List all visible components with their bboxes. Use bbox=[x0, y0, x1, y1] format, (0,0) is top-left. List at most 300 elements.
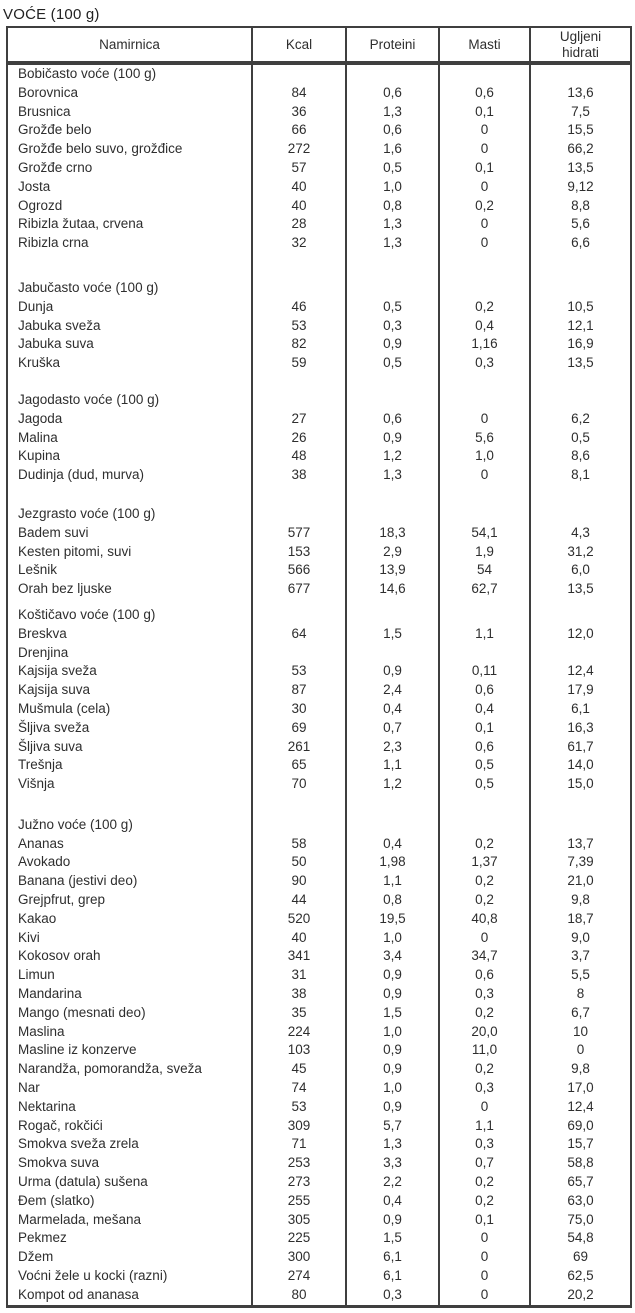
section-row bbox=[7, 279, 631, 298]
protein-value: 0,5 bbox=[346, 159, 439, 178]
kcal-value bbox=[252, 391, 346, 410]
kcal-value: 255 bbox=[252, 1192, 346, 1211]
fat-value: 0,3 bbox=[439, 1135, 530, 1154]
section-label: Jabučasto voće (100 g) bbox=[18, 279, 159, 295]
protein-value: 0,6 bbox=[346, 410, 439, 429]
kcal-value: 38 bbox=[252, 985, 346, 1004]
food-name: Kompot od ananasa bbox=[18, 1286, 139, 1302]
food-name: Marmelada, mešana bbox=[18, 1211, 142, 1227]
kcal-value bbox=[252, 279, 346, 298]
fat-value: 1,1 bbox=[439, 1117, 530, 1136]
protein-value bbox=[346, 644, 439, 663]
fat-value: 0,2 bbox=[439, 197, 530, 216]
protein-value: 0,9 bbox=[346, 662, 439, 681]
item-row bbox=[7, 662, 631, 681]
kcal-value: 40 bbox=[252, 929, 346, 948]
food-name: Smokva sveža zrela bbox=[18, 1136, 139, 1152]
item-row bbox=[7, 738, 631, 757]
item-row bbox=[7, 1023, 631, 1042]
item-row bbox=[7, 700, 631, 719]
protein-value: 0,6 bbox=[346, 121, 439, 140]
protein-value: 0,5 bbox=[346, 298, 439, 317]
food-name: Banana (jestivi deo) bbox=[18, 873, 138, 889]
carbs-value: 8,1 bbox=[530, 466, 631, 485]
protein-value: 0,9 bbox=[346, 335, 439, 354]
fat-value: 0 bbox=[439, 1229, 530, 1248]
kcal-value: 53 bbox=[252, 662, 346, 681]
item-row bbox=[7, 1229, 631, 1248]
carbs-value: 31,2 bbox=[530, 543, 631, 562]
food-name: Ribizla crna bbox=[18, 235, 89, 251]
kcal-value: 84 bbox=[252, 84, 346, 103]
protein-value: 0,3 bbox=[346, 317, 439, 336]
food-name: Ogrozd bbox=[18, 197, 63, 213]
protein-value: 0,4 bbox=[346, 700, 439, 719]
fat-value: 0,1 bbox=[439, 719, 530, 738]
food-name: Borovnica bbox=[18, 84, 79, 100]
food-name: Badem suvi bbox=[18, 524, 89, 540]
food-name: Šljiva suva bbox=[18, 738, 83, 754]
item-row bbox=[7, 215, 631, 234]
kcal-value: 677 bbox=[252, 580, 346, 599]
section-label: Jezgrasto voće (100 g) bbox=[18, 505, 156, 521]
item-row bbox=[7, 335, 631, 354]
kcal-value: 28 bbox=[252, 215, 346, 234]
carbs-value bbox=[530, 505, 631, 524]
empty-cell bbox=[530, 599, 631, 606]
section-row bbox=[7, 391, 631, 410]
protein-value: 1,1 bbox=[346, 872, 439, 891]
empty-cell bbox=[7, 485, 252, 505]
food-name: Đem (slatko) bbox=[18, 1192, 95, 1208]
item-row bbox=[7, 891, 631, 910]
section-label: Jagodasto voće (100 g) bbox=[18, 391, 160, 407]
item-row bbox=[7, 1004, 631, 1023]
protein-value: 1,1 bbox=[346, 756, 439, 775]
protein-value: 2,9 bbox=[346, 543, 439, 562]
item-row bbox=[7, 1117, 631, 1136]
protein-value: 5,7 bbox=[346, 1117, 439, 1136]
carbs-value: 14,0 bbox=[530, 756, 631, 775]
item-row bbox=[7, 140, 631, 159]
carbs-value: 75,0 bbox=[530, 1211, 631, 1230]
kcal-value: 261 bbox=[252, 738, 346, 757]
fat-value: 5,6 bbox=[439, 429, 530, 448]
kcal-value: 35 bbox=[252, 1004, 346, 1023]
item-row bbox=[7, 756, 631, 775]
section-gap-row bbox=[7, 253, 631, 279]
protein-value: 0,3 bbox=[346, 1286, 439, 1306]
carbs-value: 5,5 bbox=[530, 966, 631, 985]
carbs-value: 3,7 bbox=[530, 947, 631, 966]
protein-value: 1,3 bbox=[346, 234, 439, 253]
header-row bbox=[7, 27, 631, 63]
carbs-value: 6,2 bbox=[530, 410, 631, 429]
kcal-value: 66 bbox=[252, 121, 346, 140]
carbs-value: 9,8 bbox=[530, 891, 631, 910]
carbs-value: 12,4 bbox=[530, 1098, 631, 1117]
protein-value: 2,4 bbox=[346, 681, 439, 700]
carbs-value: 10,5 bbox=[530, 298, 631, 317]
carbs-value: 62,5 bbox=[530, 1267, 631, 1286]
kcal-value: 273 bbox=[252, 1173, 346, 1192]
kcal-value: 40 bbox=[252, 178, 346, 197]
protein-value bbox=[346, 816, 439, 835]
kcal-value: 57 bbox=[252, 159, 346, 178]
protein-value bbox=[346, 606, 439, 625]
table-header bbox=[7, 27, 631, 63]
food-name: Limun bbox=[18, 967, 55, 983]
item-row bbox=[7, 298, 631, 317]
food-name: Ananas bbox=[18, 835, 64, 851]
section-gap-row bbox=[7, 794, 631, 816]
carbs-value: 9,0 bbox=[530, 929, 631, 948]
food-name: Grožđe belo bbox=[18, 122, 92, 138]
carbs-value: 6,0 bbox=[530, 561, 631, 580]
carbs-value bbox=[530, 279, 631, 298]
section-row bbox=[7, 63, 631, 84]
fat-value: 54 bbox=[439, 561, 530, 580]
item-row bbox=[7, 1079, 631, 1098]
kcal-value: 71 bbox=[252, 1135, 346, 1154]
carbs-value: 58,8 bbox=[530, 1154, 631, 1173]
protein-value: 6,1 bbox=[346, 1248, 439, 1267]
kcal-value: 40 bbox=[252, 197, 346, 216]
carbs-value: 8,6 bbox=[530, 447, 631, 466]
carbs-value: 17,0 bbox=[530, 1079, 631, 1098]
section-gap-row bbox=[7, 485, 631, 505]
empty-cell bbox=[7, 599, 252, 606]
empty-cell bbox=[346, 485, 439, 505]
carbs-value: 9,12 bbox=[530, 178, 631, 197]
protein-value: 0,9 bbox=[346, 985, 439, 1004]
carbs-value: 15,7 bbox=[530, 1135, 631, 1154]
column-header-kcal: Kcal bbox=[252, 27, 346, 63]
carbs-value bbox=[530, 816, 631, 835]
kcal-value: 225 bbox=[252, 1229, 346, 1248]
protein-value: 2,2 bbox=[346, 1173, 439, 1192]
food-name: Breskva bbox=[18, 625, 67, 641]
item-row bbox=[7, 429, 631, 448]
item-row bbox=[7, 835, 631, 854]
food-name: Ribizla žutaa, crvena bbox=[18, 216, 144, 232]
protein-value: 0,9 bbox=[346, 1041, 439, 1060]
fat-value: 0,2 bbox=[439, 298, 530, 317]
kcal-value bbox=[252, 63, 346, 84]
item-row bbox=[7, 1098, 631, 1117]
carbs-value: 16,3 bbox=[530, 719, 631, 738]
fat-value: 0 bbox=[439, 121, 530, 140]
carbs-value: 7,5 bbox=[530, 103, 631, 122]
kcal-value bbox=[252, 644, 346, 663]
kcal-value: 59 bbox=[252, 354, 346, 373]
protein-value: 0,9 bbox=[346, 429, 439, 448]
protein-value: 0,4 bbox=[346, 835, 439, 854]
carbs-value: 10 bbox=[530, 1023, 631, 1042]
kcal-value: 305 bbox=[252, 1211, 346, 1230]
item-row bbox=[7, 197, 631, 216]
carbs-value: 65,7 bbox=[530, 1173, 631, 1192]
item-row bbox=[7, 681, 631, 700]
carbs-value: 15,5 bbox=[530, 121, 631, 140]
food-name: Šljiva sveža bbox=[18, 719, 90, 735]
protein-value: 1,3 bbox=[346, 466, 439, 485]
carbs-value: 4,3 bbox=[530, 524, 631, 543]
kcal-value: 27 bbox=[252, 410, 346, 429]
empty-cell bbox=[7, 373, 252, 391]
carbs-value: 13,7 bbox=[530, 835, 631, 854]
item-row bbox=[7, 775, 631, 794]
carbs-value bbox=[530, 606, 631, 625]
food-name: Jabuka suva bbox=[18, 336, 94, 352]
carbs-value: 8 bbox=[530, 985, 631, 1004]
carbs-value: 16,9 bbox=[530, 335, 631, 354]
protein-value: 1,5 bbox=[346, 625, 439, 644]
carbs-value: 12,4 bbox=[530, 662, 631, 681]
food-name: Rogač, rokčići bbox=[18, 1117, 103, 1133]
fat-value bbox=[439, 391, 530, 410]
protein-value: 1,0 bbox=[346, 1023, 439, 1042]
section-label: Bobičasto voće (100 g) bbox=[18, 66, 157, 81]
item-row bbox=[7, 966, 631, 985]
fat-value: 0,1 bbox=[439, 1211, 530, 1230]
kcal-value: 31 bbox=[252, 966, 346, 985]
food-name: Maslina bbox=[18, 1023, 65, 1039]
kcal-value: 46 bbox=[252, 298, 346, 317]
fat-value: 0,3 bbox=[439, 1079, 530, 1098]
kcal-value: 103 bbox=[252, 1041, 346, 1060]
column-header-namirnica: Namirnica bbox=[7, 27, 252, 63]
food-name: Jagoda bbox=[18, 410, 63, 426]
fat-value: 20,0 bbox=[439, 1023, 530, 1042]
carbs-value: 69 bbox=[530, 1248, 631, 1267]
protein-value: 1,3 bbox=[346, 103, 439, 122]
carbs-value bbox=[530, 644, 631, 663]
column-header-ugljeni-hidrati: Ugljeni hidrati bbox=[530, 27, 631, 63]
item-row bbox=[7, 410, 631, 429]
protein-value bbox=[346, 391, 439, 410]
carbs-value: 12,1 bbox=[530, 317, 631, 336]
fat-value: 0,1 bbox=[439, 159, 530, 178]
kcal-value: 74 bbox=[252, 1079, 346, 1098]
empty-cell bbox=[530, 373, 631, 391]
kcal-value bbox=[252, 816, 346, 835]
fat-value: 0,6 bbox=[439, 966, 530, 985]
item-row bbox=[7, 1248, 631, 1267]
food-name: Grožđe crno bbox=[18, 159, 93, 175]
carbs-value: 13,6 bbox=[530, 84, 631, 103]
kcal-value: 80 bbox=[252, 1286, 346, 1306]
food-name: Kupina bbox=[18, 448, 61, 464]
fat-value bbox=[439, 63, 530, 84]
kcal-value: 69 bbox=[252, 719, 346, 738]
protein-value: 0,7 bbox=[346, 719, 439, 738]
fat-value: 0 bbox=[439, 234, 530, 253]
carbs-value: 6,7 bbox=[530, 1004, 631, 1023]
section-row bbox=[7, 606, 631, 625]
item-row bbox=[7, 543, 631, 562]
item-row bbox=[7, 625, 631, 644]
item-row bbox=[7, 1041, 631, 1060]
food-name: Smokva suva bbox=[18, 1155, 100, 1171]
carbs-value bbox=[530, 63, 631, 84]
carbs-value: 63,0 bbox=[530, 1192, 631, 1211]
carbs-value: 54,8 bbox=[530, 1229, 631, 1248]
fat-value: 1,9 bbox=[439, 543, 530, 562]
carbs-value: 20,2 bbox=[530, 1286, 631, 1306]
food-name: Voćni žele u kocki (razni) bbox=[18, 1268, 168, 1284]
kcal-value: 272 bbox=[252, 140, 346, 159]
nutrition-table bbox=[6, 26, 632, 1308]
carbs-value: 9,8 bbox=[530, 1060, 631, 1079]
fat-value: 0 bbox=[439, 1267, 530, 1286]
kcal-value: 53 bbox=[252, 1098, 346, 1117]
protein-value bbox=[346, 505, 439, 524]
kcal-value: 36 bbox=[252, 103, 346, 122]
protein-value: 1,2 bbox=[346, 447, 439, 466]
empty-cell bbox=[7, 253, 252, 279]
fat-value: 62,7 bbox=[439, 580, 530, 599]
item-row bbox=[7, 910, 631, 929]
item-row bbox=[7, 1267, 631, 1286]
kcal-value bbox=[252, 606, 346, 625]
protein-value: 0,8 bbox=[346, 891, 439, 910]
protein-value: 14,6 bbox=[346, 580, 439, 599]
food-name: Nektarina bbox=[18, 1098, 76, 1114]
kcal-value: 53 bbox=[252, 317, 346, 336]
protein-value: 1,2 bbox=[346, 775, 439, 794]
food-name: Pekmez bbox=[18, 1230, 67, 1246]
fat-value: 0,2 bbox=[439, 1060, 530, 1079]
fat-value: 0 bbox=[439, 178, 530, 197]
food-name: Jabuka sveža bbox=[18, 317, 101, 333]
empty-cell bbox=[252, 485, 346, 505]
food-name: Josta bbox=[18, 178, 51, 194]
fat-value: 54,1 bbox=[439, 524, 530, 543]
kcal-value: 82 bbox=[252, 335, 346, 354]
kcal-value: 48 bbox=[252, 447, 346, 466]
fat-value: 0 bbox=[439, 1098, 530, 1117]
fat-value: 0,1 bbox=[439, 103, 530, 122]
empty-cell bbox=[439, 253, 530, 279]
protein-value: 1,5 bbox=[346, 1229, 439, 1248]
section-label: Koštičavo voće (100 g) bbox=[18, 606, 156, 622]
item-row bbox=[7, 1060, 631, 1079]
carbs-value: 13,5 bbox=[530, 354, 631, 373]
item-row bbox=[7, 1211, 631, 1230]
protein-value: 1,3 bbox=[346, 1135, 439, 1154]
fat-value: 0,6 bbox=[439, 84, 530, 103]
kcal-value: 64 bbox=[252, 625, 346, 644]
fat-value: 0,5 bbox=[439, 756, 530, 775]
empty-cell bbox=[252, 794, 346, 816]
kcal-value: 30 bbox=[252, 700, 346, 719]
food-name: Kesten pitomi, suvi bbox=[18, 543, 132, 559]
kcal-value: 274 bbox=[252, 1267, 346, 1286]
empty-cell bbox=[439, 485, 530, 505]
fat-value: 0,2 bbox=[439, 872, 530, 891]
item-row bbox=[7, 103, 631, 122]
fat-value bbox=[439, 606, 530, 625]
carbs-value: 0 bbox=[530, 1041, 631, 1060]
carbs-value: 12,0 bbox=[530, 625, 631, 644]
fat-value: 0,6 bbox=[439, 738, 530, 757]
protein-value: 19,5 bbox=[346, 910, 439, 929]
kcal-value bbox=[252, 505, 346, 524]
empty-cell bbox=[346, 253, 439, 279]
food-name: Kruška bbox=[18, 355, 61, 371]
item-row bbox=[7, 178, 631, 197]
section-row bbox=[7, 505, 631, 524]
fat-value: 1,16 bbox=[439, 335, 530, 354]
fat-value: 40,8 bbox=[439, 910, 530, 929]
fat-value bbox=[439, 279, 530, 298]
protein-value: 1,0 bbox=[346, 1079, 439, 1098]
food-name: Kakao bbox=[18, 910, 57, 926]
food-name: Višnja bbox=[18, 776, 55, 792]
item-row bbox=[7, 159, 631, 178]
section-row bbox=[7, 816, 631, 835]
protein-value: 3,3 bbox=[346, 1154, 439, 1173]
kcal-value: 253 bbox=[252, 1154, 346, 1173]
item-row bbox=[7, 121, 631, 140]
empty-cell bbox=[439, 373, 530, 391]
food-name: Narandža, pomorandža, sveža bbox=[18, 1061, 202, 1077]
carbs-value: 66,2 bbox=[530, 140, 631, 159]
empty-cell bbox=[346, 794, 439, 816]
empty-cell bbox=[252, 599, 346, 606]
carbs-value: 69,0 bbox=[530, 1117, 631, 1136]
page-title: VOĆE (100 g) bbox=[3, 6, 100, 23]
kcal-value: 520 bbox=[252, 910, 346, 929]
fat-value: 0,3 bbox=[439, 985, 530, 1004]
kcal-value: 38 bbox=[252, 466, 346, 485]
empty-cell bbox=[252, 373, 346, 391]
kcal-value: 566 bbox=[252, 561, 346, 580]
fat-value: 0 bbox=[439, 410, 530, 429]
food-name: Kivi bbox=[18, 929, 40, 945]
kcal-value: 87 bbox=[252, 681, 346, 700]
kcal-value: 45 bbox=[252, 1060, 346, 1079]
carbs-value: 61,7 bbox=[530, 738, 631, 757]
item-row bbox=[7, 1154, 631, 1173]
food-name: Malina bbox=[18, 429, 58, 445]
fat-value bbox=[439, 644, 530, 663]
fat-value: 0,2 bbox=[439, 891, 530, 910]
kcal-value: 577 bbox=[252, 524, 346, 543]
protein-value bbox=[346, 63, 439, 84]
empty-cell bbox=[439, 794, 530, 816]
carbs-value: 21,0 bbox=[530, 872, 631, 891]
fat-value: 0,11 bbox=[439, 662, 530, 681]
item-row bbox=[7, 234, 631, 253]
item-row bbox=[7, 84, 631, 103]
fat-value: 0,6 bbox=[439, 681, 530, 700]
item-row bbox=[7, 1286, 631, 1306]
carbs-value: 0,5 bbox=[530, 429, 631, 448]
food-name: Drenjina bbox=[18, 644, 69, 660]
protein-value: 0,9 bbox=[346, 1060, 439, 1079]
empty-cell bbox=[439, 599, 530, 606]
carbs-value: 6,6 bbox=[530, 234, 631, 253]
protein-value: 0,9 bbox=[346, 1211, 439, 1230]
table-body bbox=[7, 63, 631, 1306]
kcal-value: 300 bbox=[252, 1248, 346, 1267]
fat-value: 0,2 bbox=[439, 1173, 530, 1192]
carbs-value: 5,6 bbox=[530, 215, 631, 234]
fat-value: 0,5 bbox=[439, 775, 530, 794]
kcal-value: 50 bbox=[252, 853, 346, 872]
